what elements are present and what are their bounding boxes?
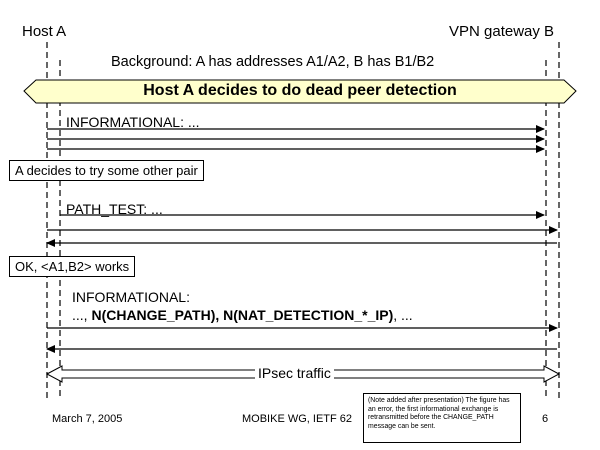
message-suffix: , ... [393, 307, 413, 323]
message-notifications: N(CHANGE_PATH), N(NAT_DETECTION_*_IP) [91, 307, 394, 323]
banner-text: Host A decides to do dead peer detection [143, 82, 457, 99]
message-path-test: PATH_TEST: ... [66, 201, 163, 217]
page-number: 6 [542, 413, 549, 425]
message-prefix: ..., [72, 307, 92, 323]
footer-meeting: MOBIKE WG, IETF 62 [242, 413, 353, 425]
host-a-label: Host A [22, 23, 67, 40]
label-try-other-pair: A decides to try some other pair [9, 160, 204, 181]
message-informational-2-line1: INFORMATIONAL: [72, 289, 190, 305]
footer-date: March 7, 2005 [52, 413, 123, 425]
ipsec-traffic-label: IPsec traffic [255, 365, 334, 381]
footer-note: (Note added after presentation) The figure has an error, the first informational exchange is retransmitted before the CHANGE_PATH message can be sent. [363, 393, 521, 443]
message-informational: INFORMATIONAL: ... [66, 114, 200, 130]
background-text: Background: A has addresses A1/A2, B has B1/B2 [111, 54, 435, 70]
gateway-b-label: VPN gateway B [449, 23, 555, 40]
message-informational-2-line2 [72, 307, 413, 323]
label-ok-works: OK, <A1,B2> works [9, 256, 135, 277]
